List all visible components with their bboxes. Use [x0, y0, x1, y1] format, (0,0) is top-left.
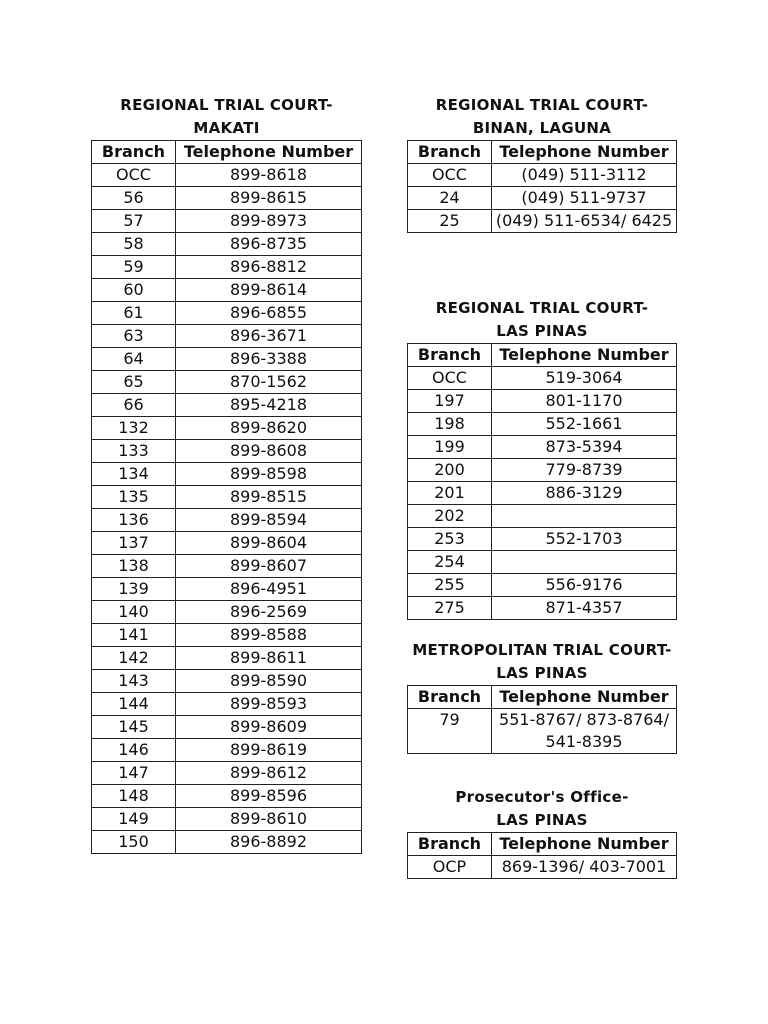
- branch-cell: 57: [92, 210, 176, 233]
- laspinas-mtc-title-line1: METROPOLITAN TRIAL COURT-: [412, 641, 672, 659]
- phone-cell: 519-3064: [492, 367, 677, 390]
- phone-header: Telephone Number: [492, 344, 677, 367]
- phone-cell: 899-8609: [176, 716, 362, 739]
- phone-line-2: 541-8395: [545, 732, 623, 751]
- branch-cell: 79: [408, 709, 492, 754]
- phone-cell: 895-4218: [176, 394, 362, 417]
- branch-cell: 63: [92, 325, 176, 348]
- phone-cell: 899-8619: [176, 739, 362, 762]
- table-row: [92, 670, 362, 693]
- laspinas-rtc-title-line1: REGIONAL TRIAL COURT-: [435, 299, 649, 317]
- branch-cell: 146: [92, 739, 176, 762]
- phone-header: Telephone Number: [492, 833, 677, 856]
- phone-cell: 556-9176: [492, 574, 677, 597]
- branch-header: Branch: [408, 833, 492, 856]
- table-row: [408, 367, 677, 390]
- phone-header: Telephone Number: [492, 686, 677, 709]
- branch-cell: 202: [408, 505, 492, 528]
- branch-cell: 253: [408, 528, 492, 551]
- phone-cell: (049) 511-6534/ 6425: [492, 210, 677, 233]
- branch-cell: 148: [92, 785, 176, 808]
- table-row: [92, 164, 362, 187]
- table-row: [92, 348, 362, 371]
- phone-cell: 899-8604: [176, 532, 362, 555]
- makati-table: [91, 140, 362, 854]
- table-row: [92, 463, 362, 486]
- table-row: [92, 808, 362, 831]
- table-row: [92, 624, 362, 647]
- prosecutor-table: [407, 832, 677, 879]
- phone-cell: 886-3129: [492, 482, 677, 505]
- branch-header: Branch: [408, 686, 492, 709]
- phone-cell: 899-8612: [176, 762, 362, 785]
- phone-cell: 896-6855: [176, 302, 362, 325]
- branch-cell: 142: [92, 647, 176, 670]
- phone-line-1: 551-8767/ 873-8764/: [499, 710, 669, 729]
- laspinas-rtc-title: [407, 297, 677, 343]
- table-row: [408, 459, 677, 482]
- binan-table: [407, 140, 677, 233]
- table-row: [408, 528, 677, 551]
- branch-cell: 255: [408, 574, 492, 597]
- table-row: [408, 436, 677, 459]
- table-row: [92, 647, 362, 670]
- phone-cell: 899-8596: [176, 785, 362, 808]
- branch-cell: 141: [92, 624, 176, 647]
- phone-cell: (049) 511-9737: [492, 187, 677, 210]
- phone-cell: 896-2569: [176, 601, 362, 624]
- phone-cell: 552-1661: [492, 413, 677, 436]
- branch-cell: 143: [92, 670, 176, 693]
- phone-cell: 899-8515: [176, 486, 362, 509]
- branch-header: Branch: [408, 344, 492, 367]
- branch-cell: 147: [92, 762, 176, 785]
- branch-cell: 134: [92, 463, 176, 486]
- branch-cell: 254: [408, 551, 492, 574]
- makati-title-line2: MAKATI: [193, 119, 260, 137]
- table-row: [92, 210, 362, 233]
- laspinas-rtc-table: [407, 343, 677, 620]
- table-row: [92, 509, 362, 532]
- makati-title: [91, 94, 362, 140]
- phone-cell: 871-4357: [492, 597, 677, 620]
- branch-cell: 135: [92, 486, 176, 509]
- table-row: [92, 693, 362, 716]
- phone-cell: 896-3671: [176, 325, 362, 348]
- branch-cell: 58: [92, 233, 176, 256]
- phone-header: Telephone Number: [176, 141, 362, 164]
- laspinas-mtc-section: [407, 639, 677, 754]
- table-row: [92, 417, 362, 440]
- branch-cell: 140: [92, 601, 176, 624]
- table-row: [408, 709, 677, 754]
- phone-cell: 899-8620: [176, 417, 362, 440]
- binan-section: [407, 94, 677, 233]
- phone-cell: 899-8594: [176, 509, 362, 532]
- table-row: [92, 532, 362, 555]
- table-row: [92, 325, 362, 348]
- phone-cell: [492, 551, 677, 574]
- phone-cell: 899-8611: [176, 647, 362, 670]
- table-row: [408, 505, 677, 528]
- phone-cell: 899-8973: [176, 210, 362, 233]
- phone-cell: 899-8598: [176, 463, 362, 486]
- prosecutor-title-line1: Prosecutor's Office-: [455, 788, 629, 806]
- table-row: [92, 394, 362, 417]
- phone-cell: 779-8739: [492, 459, 677, 482]
- phone-cell: [492, 505, 677, 528]
- table-row: [408, 164, 677, 187]
- phone-cell: 896-4951: [176, 578, 362, 601]
- makati-section: [91, 94, 362, 854]
- table-row: [92, 279, 362, 302]
- makati-title-line1: REGIONAL TRIAL COURT-: [120, 96, 333, 114]
- phone-cell: 896-8812: [176, 256, 362, 279]
- branch-cell: OCC: [408, 164, 492, 187]
- branch-cell: 24: [408, 187, 492, 210]
- branch-cell: OCC: [92, 164, 176, 187]
- branch-cell: 138: [92, 555, 176, 578]
- table-row: [92, 601, 362, 624]
- phone-cell: 552-1703: [492, 528, 677, 551]
- branch-cell: 60: [92, 279, 176, 302]
- phone-cell: 869-1396/ 403-7001: [492, 856, 677, 879]
- binan-title: [407, 94, 677, 140]
- branch-cell: 65: [92, 371, 176, 394]
- binan-title-line1: REGIONAL TRIAL COURT-: [435, 96, 649, 114]
- phone-header: Telephone Number: [492, 141, 677, 164]
- branch-cell: 145: [92, 716, 176, 739]
- branch-cell: 132: [92, 417, 176, 440]
- phone-cell: [492, 709, 677, 754]
- table-row: [408, 551, 677, 574]
- branch-header: Branch: [408, 141, 492, 164]
- prosecutor-title: [407, 786, 677, 832]
- branch-cell: 66: [92, 394, 176, 417]
- table-row: [92, 256, 362, 279]
- table-row: [92, 302, 362, 325]
- branch-cell: 150: [92, 831, 176, 854]
- branch-cell: 61: [92, 302, 176, 325]
- binan-title-line2: BINAN, LAGUNA: [472, 119, 612, 137]
- phone-cell: (049) 511-3112: [492, 164, 677, 187]
- laspinas-rtc-section: [407, 297, 677, 620]
- table-row: [92, 578, 362, 601]
- table-row: [92, 716, 362, 739]
- table-row: [408, 482, 677, 505]
- phone-cell: 896-8892: [176, 831, 362, 854]
- branch-cell: 198: [408, 413, 492, 436]
- table-row: [92, 187, 362, 210]
- table-row: [408, 390, 677, 413]
- branch-cell: 133: [92, 440, 176, 463]
- table-row: [408, 187, 677, 210]
- table-row: [92, 739, 362, 762]
- branch-cell: OCC: [408, 367, 492, 390]
- branch-cell: 149: [92, 808, 176, 831]
- branch-cell: 137: [92, 532, 176, 555]
- branch-cell: 199: [408, 436, 492, 459]
- branch-header: Branch: [92, 141, 176, 164]
- table-row: [408, 856, 677, 879]
- phone-cell: 896-8735: [176, 233, 362, 256]
- table-row: [408, 413, 677, 436]
- table-row: [408, 574, 677, 597]
- branch-cell: OCP: [408, 856, 492, 879]
- phone-cell: 873-5394: [492, 436, 677, 459]
- branch-cell: 144: [92, 693, 176, 716]
- phone-cell: 870-1562: [176, 371, 362, 394]
- phone-cell: 801-1170: [492, 390, 677, 413]
- table-row: [408, 597, 677, 620]
- phone-cell: 899-8614: [176, 279, 362, 302]
- table-row: [92, 831, 362, 854]
- laspinas-mtc-title-line2: LAS PINAS: [496, 664, 588, 682]
- phone-cell: 899-8618: [176, 164, 362, 187]
- phone-cell: 899-8588: [176, 624, 362, 647]
- branch-cell: 200: [408, 459, 492, 482]
- branch-cell: 56: [92, 187, 176, 210]
- table-row: [92, 233, 362, 256]
- phone-cell: 899-8607: [176, 555, 362, 578]
- branch-cell: 136: [92, 509, 176, 532]
- table-row: [92, 555, 362, 578]
- table-row: [92, 440, 362, 463]
- phone-cell: 896-3388: [176, 348, 362, 371]
- prosecutor-title-line2: LAS PINAS: [496, 811, 588, 829]
- table-row: [408, 210, 677, 233]
- table-row: [92, 486, 362, 509]
- phone-cell: 899-8590: [176, 670, 362, 693]
- laspinas-rtc-title-line2: LAS PINAS: [496, 322, 588, 340]
- branch-cell: 201: [408, 482, 492, 505]
- branch-cell: 275: [408, 597, 492, 620]
- laspinas-mtc-table: [407, 685, 677, 754]
- phone-cell: 899-8593: [176, 693, 362, 716]
- table-row: [92, 785, 362, 808]
- branch-cell: 139: [92, 578, 176, 601]
- branch-cell: 25: [408, 210, 492, 233]
- branch-cell: 197: [408, 390, 492, 413]
- phone-cell: 899-8608: [176, 440, 362, 463]
- table-row: [92, 762, 362, 785]
- laspinas-mtc-title: [407, 639, 677, 685]
- prosecutor-section: [407, 786, 677, 879]
- table-row: [92, 371, 362, 394]
- phone-cell: 899-8615: [176, 187, 362, 210]
- branch-cell: 59: [92, 256, 176, 279]
- phone-cell: 899-8610: [176, 808, 362, 831]
- branch-cell: 64: [92, 348, 176, 371]
